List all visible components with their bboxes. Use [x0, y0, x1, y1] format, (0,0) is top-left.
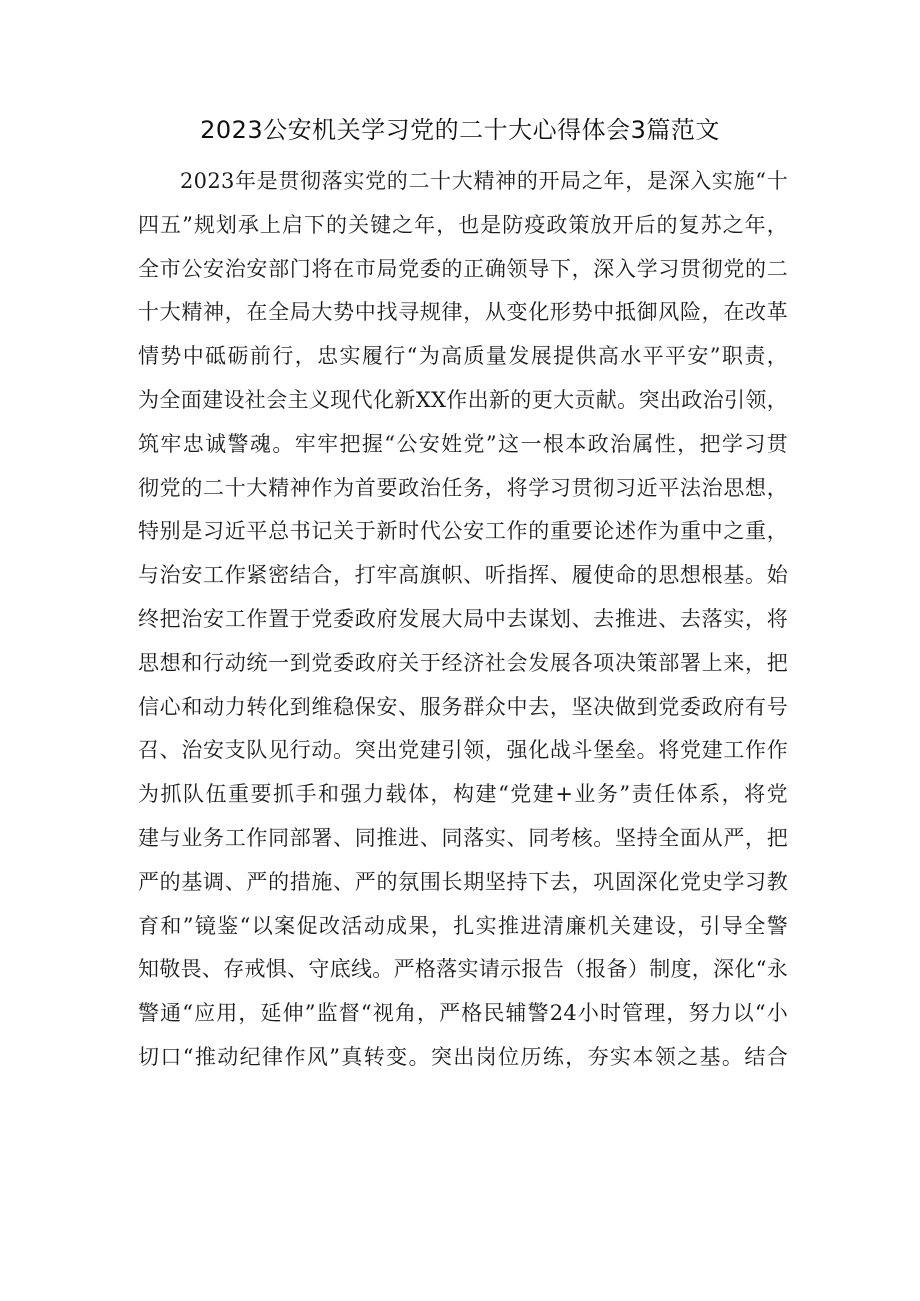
body-line: 信心和动力转化到维稳保安、服务群众中去，坚决做到党委政府有号	[138, 694, 788, 719]
body-line: 2023年是贯彻落实党的二十大精神的开局之年，是深入实施“十	[180, 169, 788, 193]
body-line: 筑牢忠诚警魂。牢牢把握“公安姓党”这一根本政治属性，把学习贯	[138, 431, 788, 456]
document-body	[138, 160, 788, 1080]
body-line: 严的基调、严的措施、严的氛围长期坚持下去，巩固深化党史学习教	[138, 869, 788, 894]
body-line: 情势中砥砺前行，忠实履行“为高质量发展提供高水平平安”职责，	[138, 344, 788, 369]
body-line: 思想和行动统一到党委政府关于经济社会发展各项决策部署上来，把	[138, 650, 788, 675]
body-line: 建与业务工作同部署、同推进、同落实、同考核。坚持全面从严，把	[138, 825, 788, 850]
body-line: 切口“推动纪律作风”真转变。突出岗位历练，夯实本领之基。结合	[138, 1044, 788, 1069]
body-line: 特别是习近平总书记关于新时代公安工作的重要论述作为重中之重，	[138, 519, 788, 544]
body-line: 彻党的二十大精神作为首要政治任务，将学习贯彻习近平法治思想，	[138, 475, 788, 500]
body-line: 为全面建设社会主义现代化新XX作出新的更大贡献。突出政治引领，	[138, 387, 788, 412]
body-line: 与治安工作紧密结合，打牢高旗帜、听指挥、履使命的思想根基。始	[138, 563, 788, 588]
body-line: 育和”镜鉴“以案促改活动成果，扎实推进清廉机关建设，引导全警	[138, 913, 788, 938]
body-line: 召、治安支队见行动。突出党建引领，强化战斗堡垒。将党建工作作	[138, 738, 788, 763]
body-line: 终把治安工作置于党委政府发展大局中去谋划、去推进、去落实，将	[138, 606, 788, 631]
body-line: 知敬畏、存戒惧、守底线。严格落实请示报告（报备）制度，深化“永	[138, 957, 789, 982]
body-line: 十大精神，在全局大势中找寻规律，从变化形势中抵御风险，在改革	[138, 300, 788, 325]
body-line: 四五”规划承上启下的关键之年，也是防疫政策放开后的复苏之年，	[138, 212, 788, 237]
body-line: 全市公安治安部门将在市局党委的正确领导下，深入学习贯彻党的二	[138, 256, 788, 281]
body-line: 警通“应用，延伸”监督“视角，严格民辅警24小时管理，努力以“小	[138, 1001, 788, 1026]
document-title: 2023公安机关学习党的二十大心得体会3篇范文	[200, 116, 720, 144]
body-line: 为抓队伍重要抓手和强力载体，构建“党建+业务”责任体系，将党	[138, 782, 788, 807]
